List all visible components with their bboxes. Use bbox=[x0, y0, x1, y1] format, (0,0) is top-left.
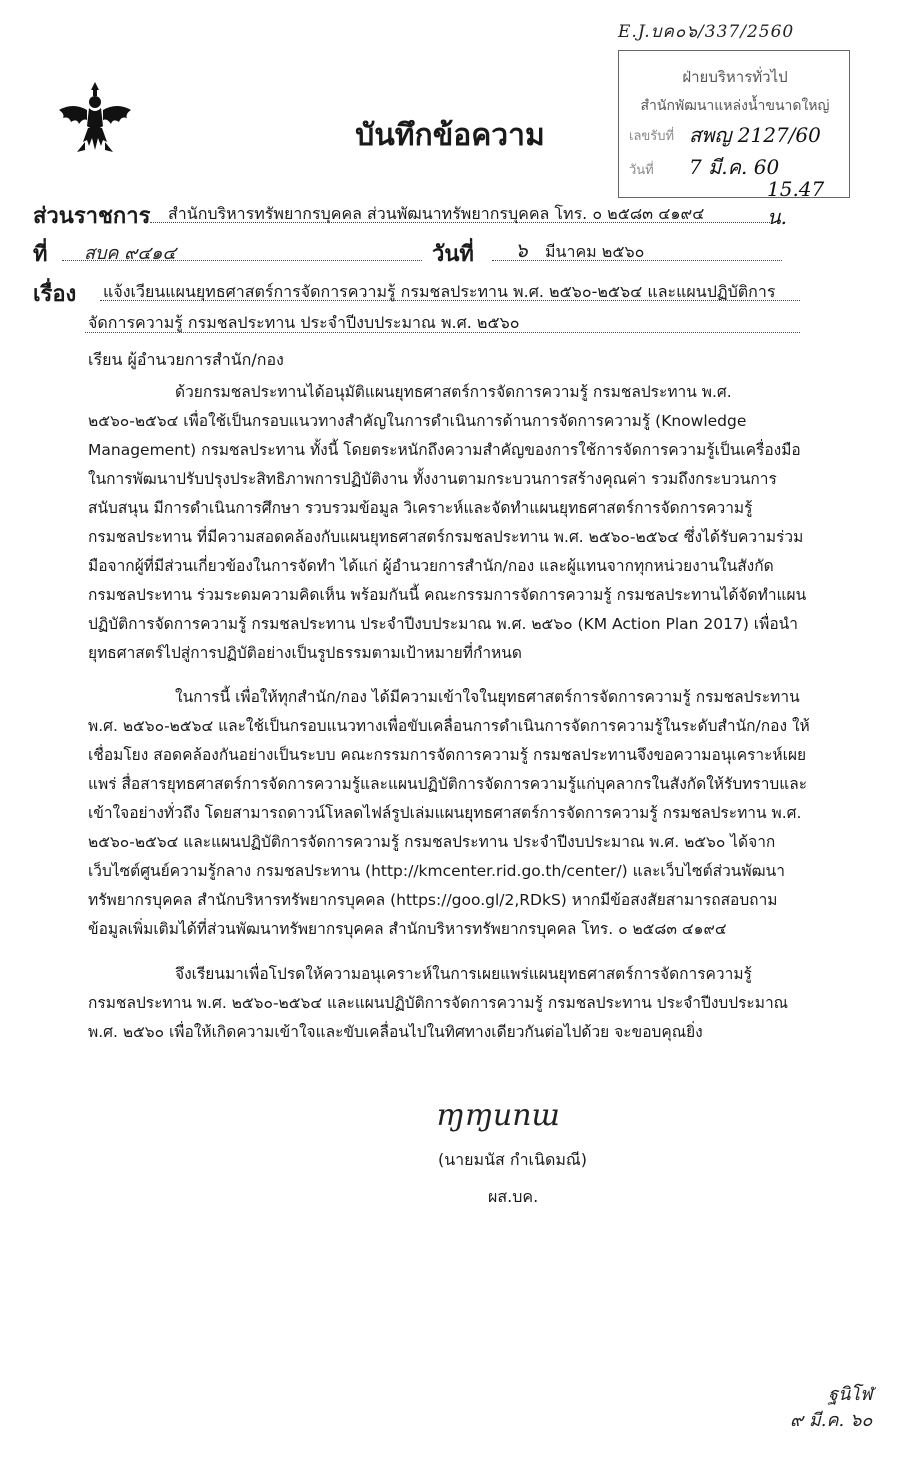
paragraph-2-text: ในการนี้ เพื่อให้ทุกสำนัก/กอง ได้มีความเข้าใจในยุทธศาสตร์การจัดการความรู้ กรมชลประทาน พ.ศ. ๒๕๖๐-๒๕๖๔ และใช้เป็นกรอบแนวทางเพื่อขับเคลื่อนการดำเนินการจัดการความรู้ในระดับสำนัก/กอง ให้เชื่อมโยง สอดคล้องกันอย่างเป็นระบบ คณะกรรมการจัดการความรู้ กรมชลประทานจึงขอความอนุเคราะห์เผยแพร่ สื่อสารยุทธศาสตร์การจัดการความรู้และแผนปฏิบัติการจัดการความรู้แก่บุคลากรในสังกัดให้รับทราบและเข้าใจอย่างทั่วถึง โดยสามารถดาวน์โหลดไฟล์รูปเล่มแผนยุทธศาสตร์การจัดการความรู้ กรมชลประทาน พ.ศ. ๒๕๖๐-๒๕๖๔ และแผนปฏิบัติการจัดการความรู้ กรมชลประทาน ประจำปีงบประมาณ พ.ศ. ๒๕๖๐ ได้จากเว็บไซต์ศูนย์ความรู้กลาง กรมชลประทาน (http://kmcenter.rid.go.th/center/) และเว็บไซต์ส่วนพัฒนาทรัพยากรบุคคล สำนักบริหารทรัพยากรบุคคล (https://goo.gl/2,RDkS) หากมีข้อสงสัยสามารถสอบถามข้อมูลเพิ่มเติมได้ที่ส่วนพัฒนาทรัพยากรบุคคล สำนักบริหารทรัพยากรบุคคล โทร. ๐ ๒๕๘๓ ๔๑๙๔ bbox=[88, 688, 810, 938]
signer-name: (นายมนัส กำเนิดมณี) bbox=[438, 1150, 587, 1169]
date-label: วันที่ bbox=[432, 242, 474, 267]
paragraph-1-text: ด้วยกรมชลประทานได้อนุมัติแผนยุทธศาสตร์การจัดการความรู้ กรมชลประทาน พ.ศ. ๒๕๖๐-๒๕๖๔ เพื่อใช้เป็นกรอบแนวทางสำคัญในการดำเนินการด้านการจัดการความรู้ (Knowledge Management) กรมชลประทาน ทั้งนี้ โดยตระหนักถึงความสำคัญของการใช้การจัดการความรู้เป็นเครื่องมือในการพัฒนาปรับปรุงประสิทธิภาพการปฏิบัติงาน ทั้งงานตามกระบวนการสร้างคุณค่า รวมถึงกระบวนการสนับสนุน มีการดำเนินการศึกษา รวบรวมข้อมูล วิเคราะห์และจัดทำแผนยุทธศาสตร์การจัดการความรู้ กรมชลประทาน ที่มีความสอดคล้องกับแผนยุทธศาสตร์กรมชลประทาน พ.ศ. ๒๕๖๐-๒๕๖๔ ซึ่งได้รับความร่วมมือจากผู้ที่มีส่วนเกี่ยวข้องในการจัดทำ ได้แก่ ผู้อำนวยการสำนัก/กอง และผู้แทนจากทุกหน่วยงานในสังกัดกรมชลประทาน ร่วมระดมความคิดเห็น พร้อมกันนี้ คณะกรรมการจัดการความรู้ กรมชลประทานได้จัดทำแผนปฏิบัติการจัดการความรู้ กรมชลประทาน ประจำปีงบประมาณ พ.ศ. ๒๕๖๐ (KM Action Plan 2017) เพื่อนำยุทธศาสตร์ไปสู่การปฏิบัติอย่างเป็นรูปธรรมตามเป้าหมายที่กำหนด bbox=[88, 383, 807, 662]
body-paragraph-2 bbox=[88, 683, 813, 944]
ref-label: ที่ bbox=[33, 242, 48, 267]
signature: ɱɱunɯ bbox=[436, 1098, 560, 1133]
note-line-2: ๙ มี.ค. ๖๐ bbox=[790, 1410, 873, 1431]
body-paragraph-3 bbox=[88, 960, 813, 1047]
stamp-date-label: วันที่ bbox=[629, 163, 654, 178]
signer-position: ผส.บค. bbox=[488, 1187, 539, 1206]
stamp-time: 15.47 น. bbox=[767, 177, 825, 229]
date-day: ๖ bbox=[515, 238, 528, 262]
memo-title: บันทึกข้อความ bbox=[355, 118, 545, 153]
agency-label: ส่วนราชการ bbox=[33, 204, 151, 229]
paragraph-3-text: จึงเรียนมาเพื่อโปรดให้ความอนุเคราะห์ในการเผยแพร่แผนยุทธศาสตร์การจัดการความรู้ กรมชลประทาน พ.ศ. ๒๕๖๐-๒๕๖๔ และแผนปฏิบัติการจัดการความรู้ กรมชลประทาน ประจำปีงบประมาณ พ.ศ. ๒๕๖๐ เพื่อให้เกิดความเข้าใจและขับเคลื่อนไปในทิศทางเดียวกันต่อไปด้วย จะขอบคุณยิ่ง bbox=[88, 965, 789, 1041]
stamp-date: 7 มี.ค. 60 bbox=[689, 155, 780, 179]
subject-line-1: แจ้งเวียนแผนยุทธศาสตร์การจัดการความรู้ กรมชลประทาน พ.ศ. ๒๕๖๐-๒๕๖๔ และแผนปฏิบัติการ bbox=[103, 282, 776, 301]
stamp-org-line2: สำนักพัฒนาแหล่งน้ำขนาดใหญ่ bbox=[640, 98, 830, 114]
stamp-receive-number: สพญ 2127/60 bbox=[689, 123, 821, 147]
handwritten-reference-number: E.J.บค๐๖/337/2560 bbox=[618, 22, 795, 42]
salutation: เรียน ผู้อำนวยการสำนัก/กอง bbox=[88, 350, 284, 369]
stamp-org-line1: ฝ่ายบริหารทั่วไป bbox=[682, 68, 788, 86]
date-month-year: มีนาคม ๒๕๖๐ bbox=[545, 242, 645, 261]
handwritten-note bbox=[790, 1382, 872, 1434]
subject-line-2: จัดการความรู้ กรมชลประทาน ประจำปีงบประมาณ พ.ศ. ๒๕๖๐ bbox=[88, 313, 520, 332]
note-line-1: ฐนิโฬ bbox=[828, 1384, 873, 1405]
agency-value: สำนักบริหารทรัพยากรบุคคล ส่วนพัฒนาทรัพยากรบุคคล โทร. ๐ ๒๕๘๓ ๔๑๙๔ bbox=[168, 204, 705, 223]
subject-label: เรื่อง bbox=[33, 282, 77, 307]
body-paragraph-1 bbox=[88, 378, 813, 668]
ref-value: สบค ๙๔๑๔ bbox=[84, 243, 177, 264]
stamp-receive-label: เลขรับที่ bbox=[629, 129, 675, 144]
